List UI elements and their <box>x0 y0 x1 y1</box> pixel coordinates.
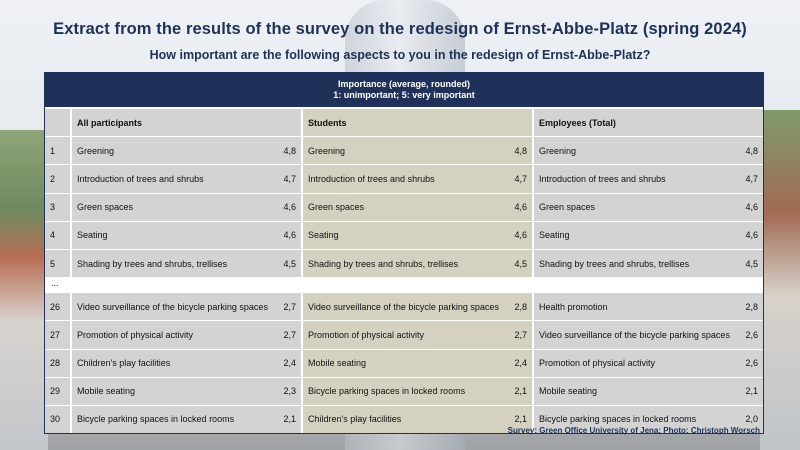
employees-cell <box>534 250 763 277</box>
importance-value: 4,6 <box>745 202 758 213</box>
table-row <box>45 137 763 164</box>
table-header-line1: Importance (average, rounded) <box>337 79 471 89</box>
importance-value: 2,0 <box>745 414 758 425</box>
aspect-label: Promotion of physical activity <box>77 329 194 340</box>
rank-header-cell <box>45 109 70 136</box>
importance-value: 4,7 <box>745 173 758 184</box>
rank-cell: 30 <box>45 406 70 433</box>
aspect-label: Mobile seating <box>308 358 367 369</box>
importance-value: 2,1 <box>514 414 527 425</box>
employees-cell <box>534 350 763 377</box>
table-ellipsis: ... <box>45 278 763 292</box>
table-row <box>45 250 763 277</box>
column-header-row <box>45 109 763 136</box>
all-cell <box>72 194 301 221</box>
rank-cell: 29 <box>45 378 70 405</box>
column-header-employees: Employees (Total) <box>534 109 763 136</box>
aspect-label: Children's play facilities <box>308 414 402 425</box>
importance-value: 2,6 <box>745 329 758 340</box>
table-row <box>45 222 763 249</box>
column-header-all: All participants <box>72 109 301 136</box>
students-cell <box>303 165 532 192</box>
importance-value: 2,4 <box>514 358 527 369</box>
importance-value: 4,8 <box>283 145 296 156</box>
importance-value: 2,1 <box>283 414 296 425</box>
students-cell <box>303 350 532 377</box>
all-cell <box>72 137 301 164</box>
aspect-label: Mobile seating <box>539 386 598 397</box>
students-cell <box>303 194 532 221</box>
students-cell <box>303 137 532 164</box>
all-cell <box>72 378 301 405</box>
aspect-label: Video surveillance of the bicycle parking spaces <box>77 301 268 312</box>
aspect-label: Bicycle parking spaces in locked rooms <box>539 414 697 425</box>
aspect-label: Mobile seating <box>77 386 136 397</box>
importance-value: 2,8 <box>514 301 527 312</box>
employees-cell <box>534 165 763 192</box>
all-cell <box>72 350 301 377</box>
importance-value: 2,4 <box>283 358 296 369</box>
aspect-label: Shading by trees and shrubs, trellises <box>77 258 228 269</box>
importance-value: 4,6 <box>283 202 296 213</box>
aspect-label: Introduction of trees and shrubs <box>77 173 204 184</box>
importance-value: 4,8 <box>745 145 758 156</box>
table-row <box>45 194 763 221</box>
importance-value: 4,6 <box>283 230 296 241</box>
aspect-label: Green spaces <box>539 202 596 213</box>
students-cell <box>303 250 532 277</box>
source-credit: Survey: Green Office University of Jena; Photo: Christoph Worsch <box>507 426 760 435</box>
table-row <box>45 378 763 405</box>
rank-cell: 5 <box>45 250 70 277</box>
importance-value: 4,7 <box>283 173 296 184</box>
aspect-label: Video surveillance of the bicycle parking spaces <box>308 301 499 312</box>
table-row <box>45 350 763 377</box>
employees-cell <box>534 321 763 348</box>
importance-value: 2,3 <box>283 386 296 397</box>
aspect-label: Seating <box>539 230 570 241</box>
aspect-label: Shading by trees and shrubs, trellises <box>539 258 690 269</box>
importance-value: 2,8 <box>745 301 758 312</box>
students-cell <box>303 406 532 433</box>
page-title: Extract from the results of the survey on the redesign of Ernst-Abbe-Platz (spring 2024) <box>53 20 747 38</box>
employees-cell <box>534 194 763 221</box>
importance-value: 4,7 <box>514 173 527 184</box>
aspect-label: Bicycle parking spaces in locked rooms <box>308 386 466 397</box>
table-header-line2: 1: unimportant; 5: very important <box>333 90 475 100</box>
aspect-label: Greening <box>308 145 346 156</box>
background-city-right <box>760 110 800 450</box>
aspect-label: Children's play facilities <box>77 358 171 369</box>
table-row <box>45 165 763 192</box>
importance-value: 2,7 <box>283 329 296 340</box>
page-subtitle: How important are the following aspects to you in the redesign of Ernst-Abbe-Platz? <box>149 48 651 62</box>
students-cell <box>303 321 532 348</box>
employees-cell <box>534 222 763 249</box>
rank-cell: 1 <box>45 137 70 164</box>
aspect-label: Seating <box>308 230 339 241</box>
importance-value: 2,1 <box>514 386 527 397</box>
table-row <box>45 321 763 348</box>
aspect-label: Promotion of physical activity <box>539 358 656 369</box>
importance-value: 4,6 <box>745 230 758 241</box>
top-rows <box>45 137 763 277</box>
all-cell <box>72 165 301 192</box>
aspect-label: Greening <box>77 145 115 156</box>
all-cell <box>72 222 301 249</box>
aspect-label: Shading by trees and shrubs, trellises <box>308 258 459 269</box>
all-cell <box>72 293 301 320</box>
importance-value: 2,7 <box>283 301 296 312</box>
importance-value: 2,7 <box>514 329 527 340</box>
aspect-label: Introduction of trees and shrubs <box>539 173 666 184</box>
importance-value: 4,5 <box>514 258 527 269</box>
importance-value: 4,8 <box>514 145 527 156</box>
importance-value: 4,6 <box>514 230 527 241</box>
rank-cell: 2 <box>45 165 70 192</box>
importance-value: 4,5 <box>745 258 758 269</box>
rank-cell: 3 <box>45 194 70 221</box>
students-cell <box>303 222 532 249</box>
bottom-rows <box>45 293 763 433</box>
aspect-label: Seating <box>77 230 108 241</box>
aspect-label: Bicycle parking spaces in locked rooms <box>77 414 235 425</box>
aspect-label: Video surveillance of the bicycle parking spaces <box>539 329 730 340</box>
students-cell <box>303 378 532 405</box>
importance-value: 4,6 <box>514 202 527 213</box>
aspect-label: Green spaces <box>77 202 134 213</box>
table-header <box>45 73 763 107</box>
results-table <box>44 72 764 434</box>
rank-cell: 4 <box>45 222 70 249</box>
rank-cell: 26 <box>45 293 70 320</box>
importance-value: 4,5 <box>283 258 296 269</box>
aspect-label: Introduction of trees and shrubs <box>308 173 435 184</box>
importance-value: 2,6 <box>745 358 758 369</box>
employees-cell <box>534 137 763 164</box>
rank-cell: 27 <box>45 321 70 348</box>
employees-cell <box>534 293 763 320</box>
aspect-label: Health promotion <box>539 301 608 312</box>
column-header-students: Students <box>303 109 532 136</box>
aspect-label: Promotion of physical activity <box>308 329 425 340</box>
all-cell <box>72 406 301 433</box>
all-cell <box>72 321 301 348</box>
rank-cell: 28 <box>45 350 70 377</box>
table-row <box>45 293 763 320</box>
aspect-label: Greening <box>539 145 577 156</box>
all-cell <box>72 250 301 277</box>
students-cell <box>303 293 532 320</box>
importance-value: 2,1 <box>745 386 758 397</box>
background-city-left <box>0 130 48 450</box>
aspect-label: Green spaces <box>308 202 365 213</box>
employees-cell <box>534 378 763 405</box>
